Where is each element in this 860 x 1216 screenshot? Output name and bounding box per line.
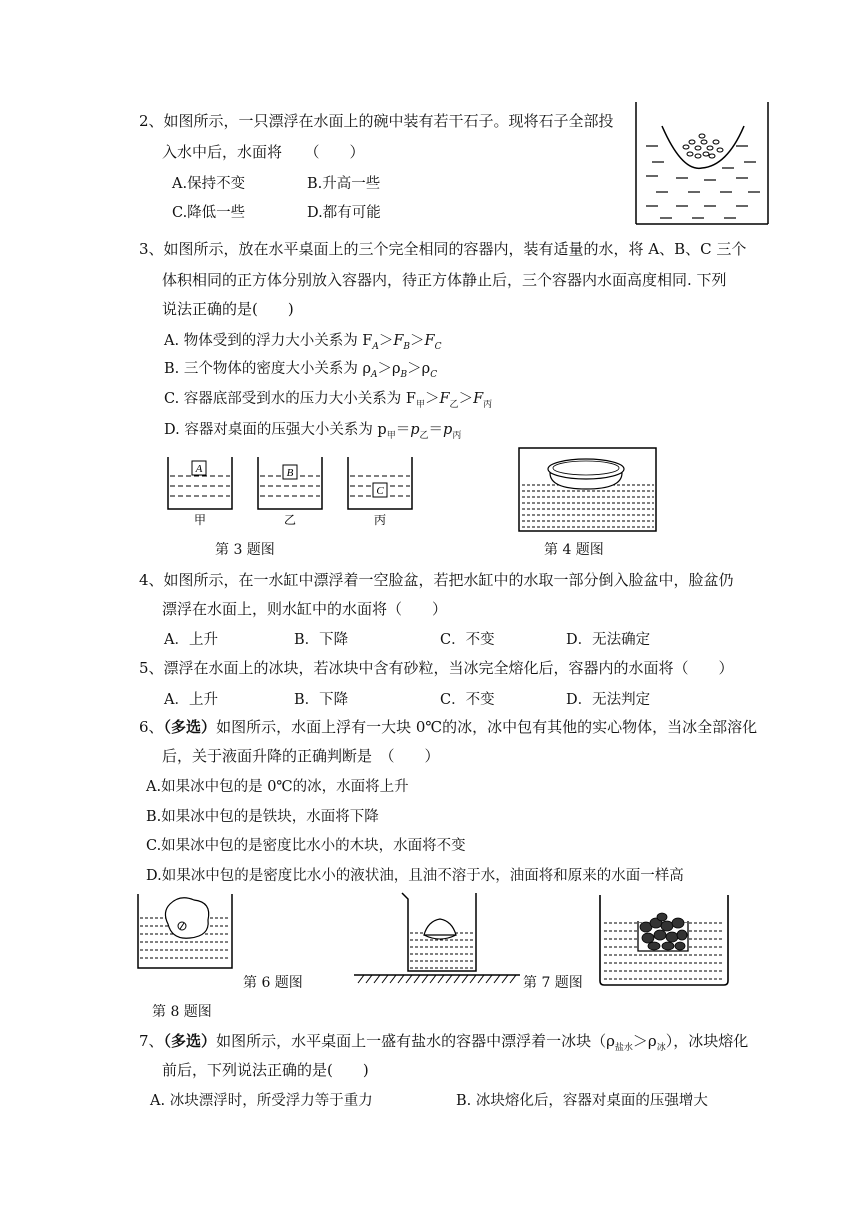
q2-option-a[interactable]: A.保持不变 <box>172 176 246 192</box>
q4-option-d[interactable]: D．无法确定 <box>566 632 651 648</box>
q5-option-b[interactable]: B．下降 <box>294 692 349 708</box>
block-c-label: C <box>376 485 384 497</box>
q2-line2: 入水中后，水面将 （ ） <box>162 143 365 161</box>
q6-line1: 6、（多选）如图所示，水面上浮有一大块 0℃的冰，冰中包有其他的实心物体，当冰全部溶化 <box>139 718 758 736</box>
q3-caption: 第 3 题图 <box>215 542 275 558</box>
q6-figure-ice <box>136 892 236 972</box>
block-b-label: B <box>286 467 294 479</box>
q2-figure-bowl <box>632 102 772 227</box>
q3-option-a[interactable]: A. 物体受到的浮力大小关系为 $F_A>F_B>F_C$ <box>164 333 442 352</box>
q3-line1: 3、如图所示，放在水平桌面上的三个完全相同的容器内，装有适量的水，将 A、B、C 三个 <box>139 240 747 258</box>
q3-figure-containers <box>166 455 436 525</box>
q6-option-c[interactable]: C.如果冰中包的是密度比水小的木块，水面将不变 <box>146 838 466 854</box>
q4-option-a[interactable]: A．上升 <box>164 632 218 648</box>
q2-option-b[interactable]: B.升高一些 <box>307 176 381 192</box>
q4-line2: 漂浮在水面上，则水缸中的水面将（ ） <box>162 600 448 618</box>
q4-option-c[interactable]: C．不变 <box>440 632 495 648</box>
q5-option-c[interactable]: C．不变 <box>440 692 495 708</box>
q7-option-b[interactable]: B. 冰块熔化后，容器对桌面的压强增大 <box>456 1093 708 1109</box>
q3-line2: 体积相同的正方体分别放入容器内，待正方体静止后，三个容器内水面高度相同. 下列 <box>162 271 727 289</box>
q5-line1: 5、漂浮在水面上的冰块，若冰块中含有砂粒，当冰完全熔化后，容器内的水面将（ ） <box>139 659 734 677</box>
q2-line1: 2、如图所示，一只漂浮在水面上的碗中装有若干石子。现将石子全部投 <box>139 112 614 130</box>
q6-line2: 后，关于液面升降的正确判断是 （ ） <box>162 747 440 765</box>
q4-option-b[interactable]: B．下降 <box>294 632 349 648</box>
q6-option-b[interactable]: B.如果冰中包的是铁块，水面将下降 <box>146 809 379 825</box>
q4-line1: 4、如图所示，在一水缸中漂浮着一空脸盆，若把水缸中的水取一部分倒入脸盆中，脸盆仍 <box>139 571 734 589</box>
q3-option-d[interactable]: D. 容器对桌面的压强大小关系为 $p_甲=p_乙=p_丙$ <box>164 422 462 441</box>
q7-option-a[interactable]: A. 冰块漂浮时，所受浮力等于重力 <box>150 1093 373 1109</box>
q7-figure-beaker <box>352 891 522 991</box>
q3-line3: 说法正确的是( ) <box>162 300 294 318</box>
q4-caption: 第 4 题图 <box>544 542 604 558</box>
container-yi-label: 乙 <box>283 513 297 527</box>
q7-line2: 前后，下列说法正确的是( ) <box>162 1061 369 1079</box>
q6-caption: 第 6 题图 <box>243 975 303 991</box>
q5-option-a[interactable]: A．上升 <box>164 692 218 708</box>
q6-option-d[interactable]: D.如果冰中包的是密度比水小的液状油，且油不溶于水，油面将和原来的水面一样高 <box>146 868 684 884</box>
q3-option-b[interactable]: B. 三个物体的密度大小关系为 $\rho_A>\rho_B>\rho_C$ <box>164 361 438 380</box>
q3-option-c[interactable]: C. 容器底部受到水的压力大小关系为 $F_甲>F_乙>F_丙$ <box>164 391 493 410</box>
q8-figure-rocks <box>596 893 732 989</box>
q2-option-d[interactable]: D.都有可能 <box>307 205 381 221</box>
container-jia-label: 甲 <box>193 513 207 527</box>
q2-option-c[interactable]: C.降低一些 <box>172 205 246 221</box>
q6-option-a[interactable]: A.如果冰中包的是 0℃的冰，水面将上升 <box>146 779 409 795</box>
container-bing-label: 丙 <box>373 513 387 527</box>
block-a-label: A <box>195 463 203 475</box>
q8-fig-caption: 第 8 题图 <box>152 1004 212 1020</box>
q7-line1: 7、（多选）如图所示，水平桌面上一盛有盐水的容器中漂浮着一冰块$(\rho_{盐水}>\rho_冰)$，冰块熔化 <box>139 1032 749 1053</box>
q7-fig-caption: 第 7 题图 <box>523 975 583 991</box>
q5-option-d[interactable]: D．无法判定 <box>566 692 651 708</box>
q4-figure-tank <box>518 447 658 533</box>
